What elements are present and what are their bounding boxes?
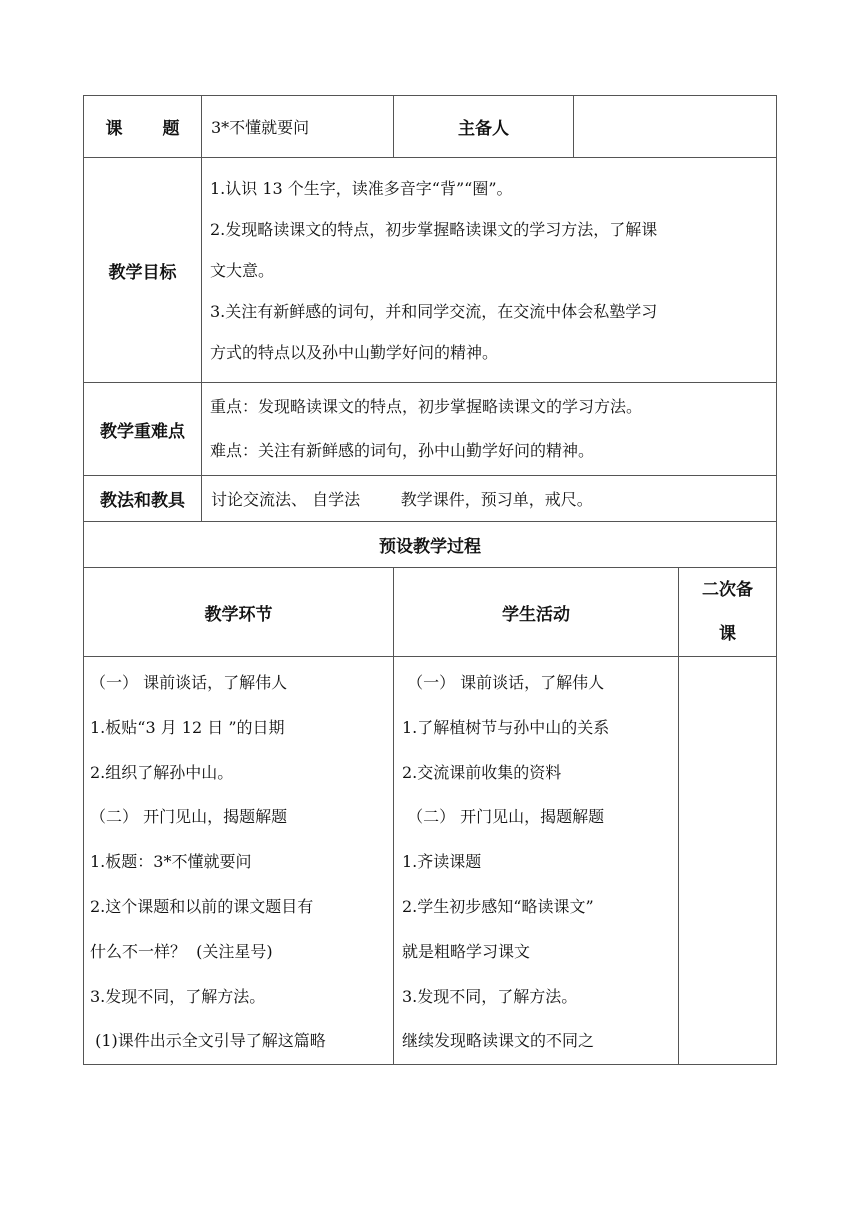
goal-line: 3.关注有新鲜感的词句，并和同学交流，在交流中体会私塾学习	[210, 301, 658, 321]
keypoint-line: 重点：发现略读课文的特点，初步掌握略读课文的学习方法。	[210, 397, 643, 416]
keypoints-label: 教学重难点	[84, 383, 202, 476]
methods-row	[84, 476, 777, 522]
col-second-prep-line-2: 课	[719, 624, 736, 644]
teaching-line: （二） 开门见山，揭题解题	[90, 807, 288, 827]
goals-row	[84, 158, 777, 383]
student-line: 2.交流课前收集的资料	[402, 762, 562, 782]
student-line: （一） 课前谈话，了解伟人	[402, 673, 605, 692]
topic-value: 3*不懂就要问	[202, 96, 394, 158]
keypoints-row	[84, 383, 777, 476]
teaching-line: 2.组织了解孙中山。	[90, 762, 234, 782]
preparer-label: 主备人	[394, 96, 574, 158]
topic-label	[84, 96, 202, 158]
preparer-value	[574, 96, 777, 158]
teaching-line: 1.板贴“3 月 12 日 ”的日期	[90, 717, 285, 737]
col-student-header: 学生活动	[394, 568, 679, 657]
col-second-prep-header	[679, 568, 777, 657]
process-title: 预设教学过程	[84, 522, 777, 568]
keypoints-content	[202, 383, 777, 476]
student-line: 1.了解植树节与孙中山的关系	[402, 717, 610, 737]
methods-value: 讨论交流法、 自学法 教学课件，预习单，戒尺。	[202, 476, 777, 522]
student-line: 继续发现略读课文的不同之	[402, 1031, 595, 1051]
col-second-prep-line-1: 二次备	[702, 580, 753, 600]
goals-content	[202, 158, 777, 383]
teaching-line: 2.这个课题和以前的课文题目有	[90, 896, 314, 916]
process-content-row	[84, 657, 777, 1065]
topic-label-char-1: 课	[105, 119, 123, 139]
student-line: 1.齐读课题	[402, 852, 482, 872]
student-line: 2.学生初步感知“略读课文”	[402, 896, 594, 916]
methods-label: 教法和教具	[84, 476, 202, 522]
teaching-line: （一） 课前谈话，了解伟人	[90, 673, 288, 692]
student-line: 3.发现不同，了解方法。	[402, 986, 578, 1006]
goal-line: 文大意。	[210, 260, 275, 280]
teaching-line: 1.板题：3*不懂就要问	[90, 852, 252, 872]
goals-label: 教学目标	[84, 158, 202, 383]
teaching-line: 什么不一样？ (关注星号)	[90, 941, 273, 961]
teaching-steps	[84, 657, 394, 1065]
lesson-plan-table	[83, 95, 777, 1065]
second-prep-cell	[679, 657, 777, 1065]
teaching-line: (1)课件出示全文引导了解这篇略	[90, 1031, 326, 1051]
col-teaching-header: 教学环节	[84, 568, 394, 657]
keypoint-line: 难点：关注有新鲜感的词句，孙中山勤学好问的精神。	[210, 441, 595, 460]
topic-label-char-2: 题	[162, 119, 180, 139]
goal-line: 方式的特点以及孙中山勤学好问的精神。	[210, 342, 499, 362]
teaching-line: 3.发现不同，了解方法。	[90, 986, 266, 1006]
process-title-row	[84, 522, 777, 568]
topic-row	[84, 96, 777, 158]
goal-line: 1.认识 13 个生字，读准多音字“背”“圈”。	[210, 178, 513, 198]
student-line: 就是粗略学习课文	[402, 941, 531, 961]
student-activities	[394, 657, 679, 1065]
goal-line: 2.发现略读课文的特点，初步掌握略读课文的学习方法，了解课	[210, 219, 658, 239]
student-line: （二） 开门见山，揭题解题	[402, 807, 605, 827]
process-header-row	[84, 568, 777, 657]
